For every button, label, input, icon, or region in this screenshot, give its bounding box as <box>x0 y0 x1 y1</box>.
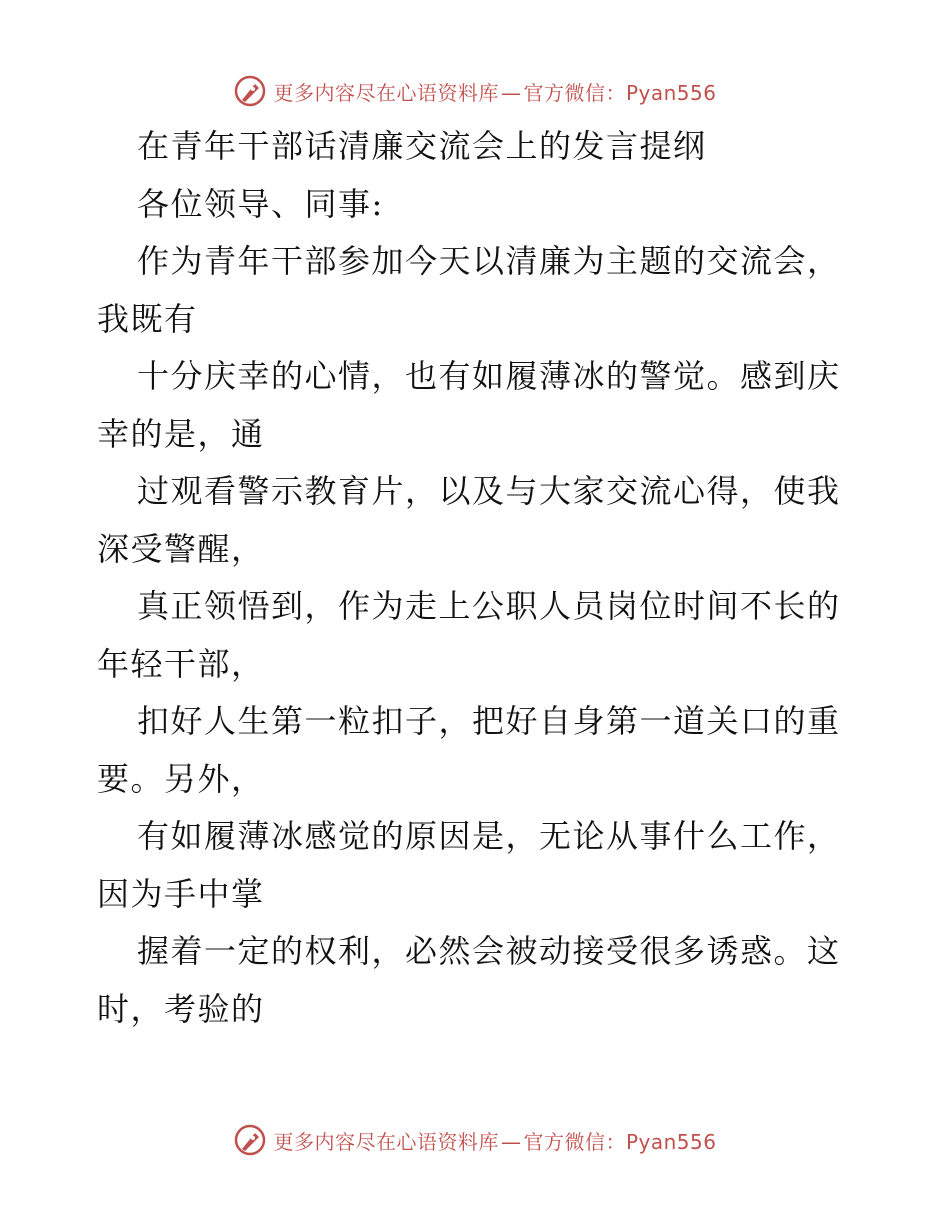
pen-nib-logo-icon <box>233 74 267 108</box>
paragraph-line: 作为青年干部参加今天以清廉为主题的交流会， <box>137 242 841 280</box>
paragraph-line: 过观看警示教育片，以及与大家交流心得，使我 <box>137 472 841 510</box>
watermark-site-text: 更多内容尽在心语资料库 <box>273 80 499 105</box>
watermark-dash: — <box>500 80 522 105</box>
document-title: 在青年干部话清廉交流会上的发言提纲 <box>137 127 707 165</box>
document-body <box>97 118 857 1038</box>
paragraph-line: 扣好人生第一粒扣子，把好自身第一道关口的重 <box>137 702 841 740</box>
salutation: 各位领导、同事: <box>137 184 384 223</box>
header-watermark <box>0 71 950 111</box>
paragraph-line: 幸的是，通 <box>97 414 265 453</box>
paragraph-line: 要。另外， <box>97 759 265 798</box>
paragraph-line: 时，考验的 <box>97 989 265 1028</box>
watermark-wechat-text: 官方微信：Pyan556 <box>523 80 717 105</box>
paragraph-line: 真正领悟到，作为走上公职人员岗位时间不长的 <box>137 587 841 625</box>
watermark-text <box>273 77 716 106</box>
paragraph-line: 握着一定的权利，必然会被动接受很多诱惑。这 <box>137 932 841 970</box>
paragraph-line: 我既有 <box>97 299 198 338</box>
paragraph-line: 有如履薄冰感觉的原因是，无论从事什么工作， <box>137 817 841 855</box>
paragraph-line: 十分庆幸的心情，也有如履薄冰的警觉。感到庆 <box>137 357 841 395</box>
paragraph-line: 深受警醒， <box>97 529 265 568</box>
watermark-wechat-text: 官方微信：Pyan556 <box>523 1129 717 1154</box>
watermark-text <box>273 1126 716 1155</box>
paragraph-line: 年轻干部， <box>97 644 265 683</box>
watermark-dash: — <box>500 1129 522 1154</box>
watermark-site-text: 更多内容尽在心语资料库 <box>273 1129 499 1154</box>
pen-nib-logo-icon <box>233 1123 267 1157</box>
paragraph-line: 因为手中掌 <box>97 874 265 913</box>
footer-watermark <box>0 1120 950 1160</box>
